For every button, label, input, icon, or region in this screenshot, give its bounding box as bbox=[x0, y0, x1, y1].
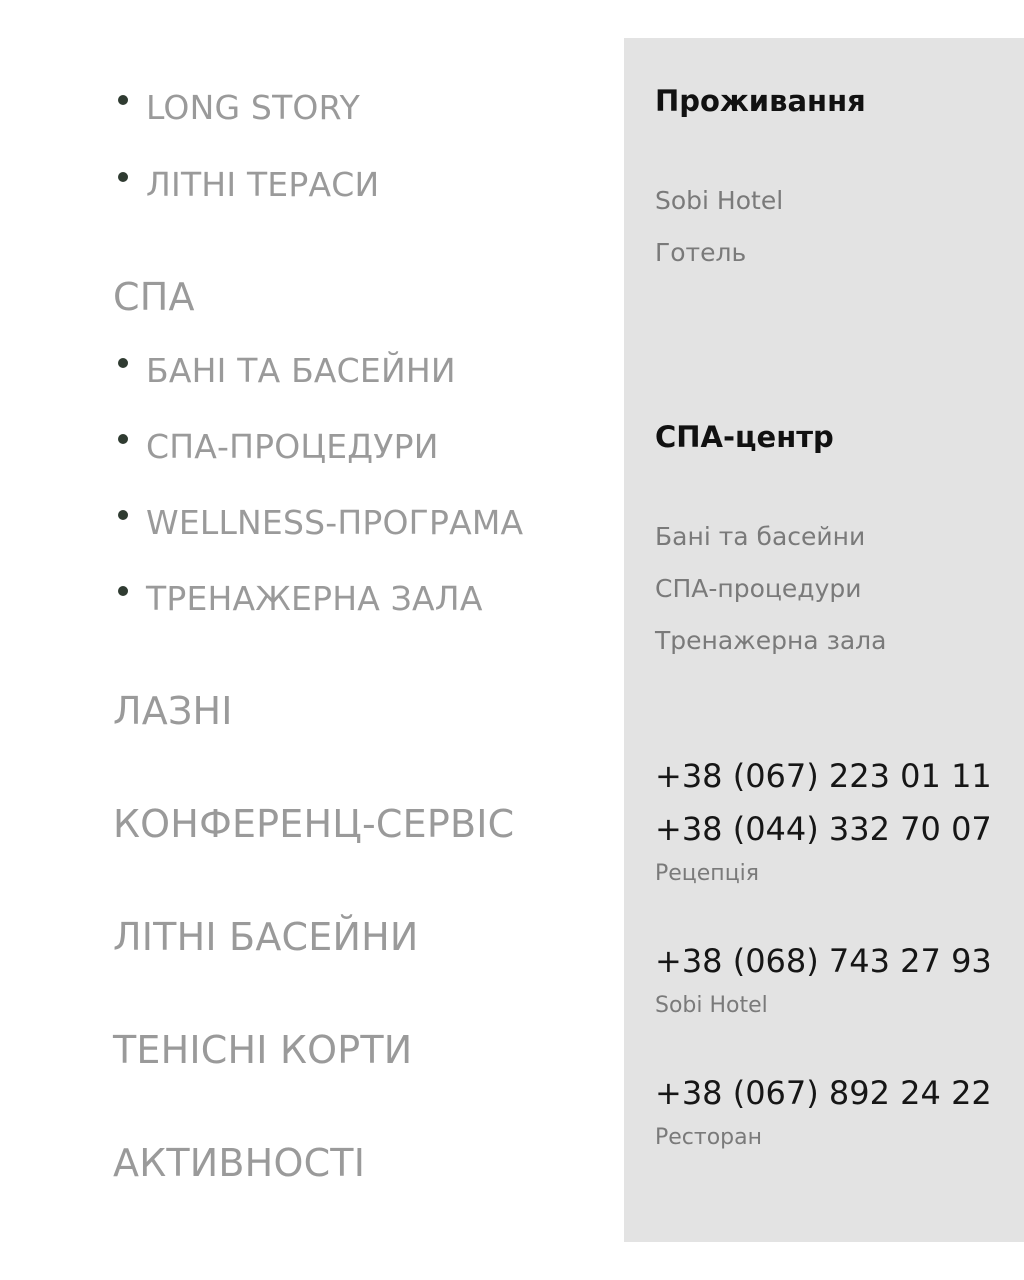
phone-link-reception-1[interactable]: +38 (067) 223 01 11 bbox=[655, 757, 992, 795]
nav-subitem-label: WELLNESS-ПРОГРАМА bbox=[146, 503, 524, 542]
accommodation-heading: Проживання bbox=[655, 84, 866, 118]
nav-subitem-label: БАНІ ТА БАСЕЙНИ bbox=[146, 351, 456, 390]
phone-link-sobi-hotel[interactable]: +38 (068) 743 27 93 bbox=[655, 942, 992, 980]
nav-subitem-label: ТРЕНАЖЕРНА ЗАЛА bbox=[146, 579, 483, 618]
nav-subitem-label: СПА-ПРОЦЕДУРИ bbox=[146, 427, 439, 466]
nav-item-conference-service[interactable]: КОНФЕРЕНЦ-СЕРВІС bbox=[113, 802, 515, 846]
nav-item-spa[interactable]: СПА bbox=[113, 275, 195, 319]
bullet-icon bbox=[118, 586, 128, 596]
spa-center-heading: СПА-центр bbox=[655, 420, 834, 454]
spa-center-link-gym[interactable]: Тренажерна зала bbox=[655, 626, 887, 655]
accommodation-link-hotel[interactable]: Готель bbox=[655, 238, 747, 267]
nav-subitem-gym[interactable] bbox=[118, 577, 483, 621]
nav-subitem-long-story[interactable] bbox=[118, 86, 360, 130]
nav-item-summer-pools[interactable]: ЛІТНІ БАСЕЙНИ bbox=[113, 915, 419, 959]
bullet-icon bbox=[118, 95, 128, 105]
info-panel bbox=[624, 38, 1024, 1242]
nav-subitem-label: LONG STORY bbox=[146, 88, 360, 127]
nav-subitem-wellness-program[interactable] bbox=[118, 501, 523, 545]
nav-subitem-spa-procedures[interactable] bbox=[118, 425, 439, 469]
bullet-icon bbox=[118, 510, 128, 520]
phone-link-restaurant[interactable]: +38 (067) 892 24 22 bbox=[655, 1074, 992, 1112]
bullet-icon bbox=[118, 434, 128, 444]
bullet-icon bbox=[118, 172, 128, 182]
nav-subitem-label: ЛІТНІ ТЕРАСИ bbox=[146, 165, 380, 204]
phone-caption-reception: Рецепція bbox=[655, 861, 760, 886]
phone-link-reception-2[interactable]: +38 (044) 332 70 07 bbox=[655, 810, 992, 848]
nav-item-bathhouses[interactable]: ЛАЗНІ bbox=[113, 689, 233, 733]
accommodation-link-sobi-hotel[interactable]: Sobi Hotel bbox=[655, 186, 784, 215]
nav-subitem-summer-terraces[interactable] bbox=[118, 163, 379, 207]
phone-caption-sobi-hotel: Sobi Hotel bbox=[655, 993, 768, 1018]
bullet-icon bbox=[118, 358, 128, 368]
spa-center-link-baths-pools[interactable]: Бані та басейни bbox=[655, 522, 866, 551]
nav-subitem-baths-pools[interactable] bbox=[118, 349, 456, 393]
nav-item-activities[interactable]: АКТИВНОСТІ bbox=[113, 1141, 366, 1185]
phone-caption-restaurant: Ресторан bbox=[655, 1125, 763, 1150]
spa-center-link-spa-procedures[interactable]: СПА-процедури bbox=[655, 574, 862, 603]
nav-item-tennis-courts[interactable]: ТЕНІСНІ КОРТИ bbox=[113, 1028, 413, 1072]
